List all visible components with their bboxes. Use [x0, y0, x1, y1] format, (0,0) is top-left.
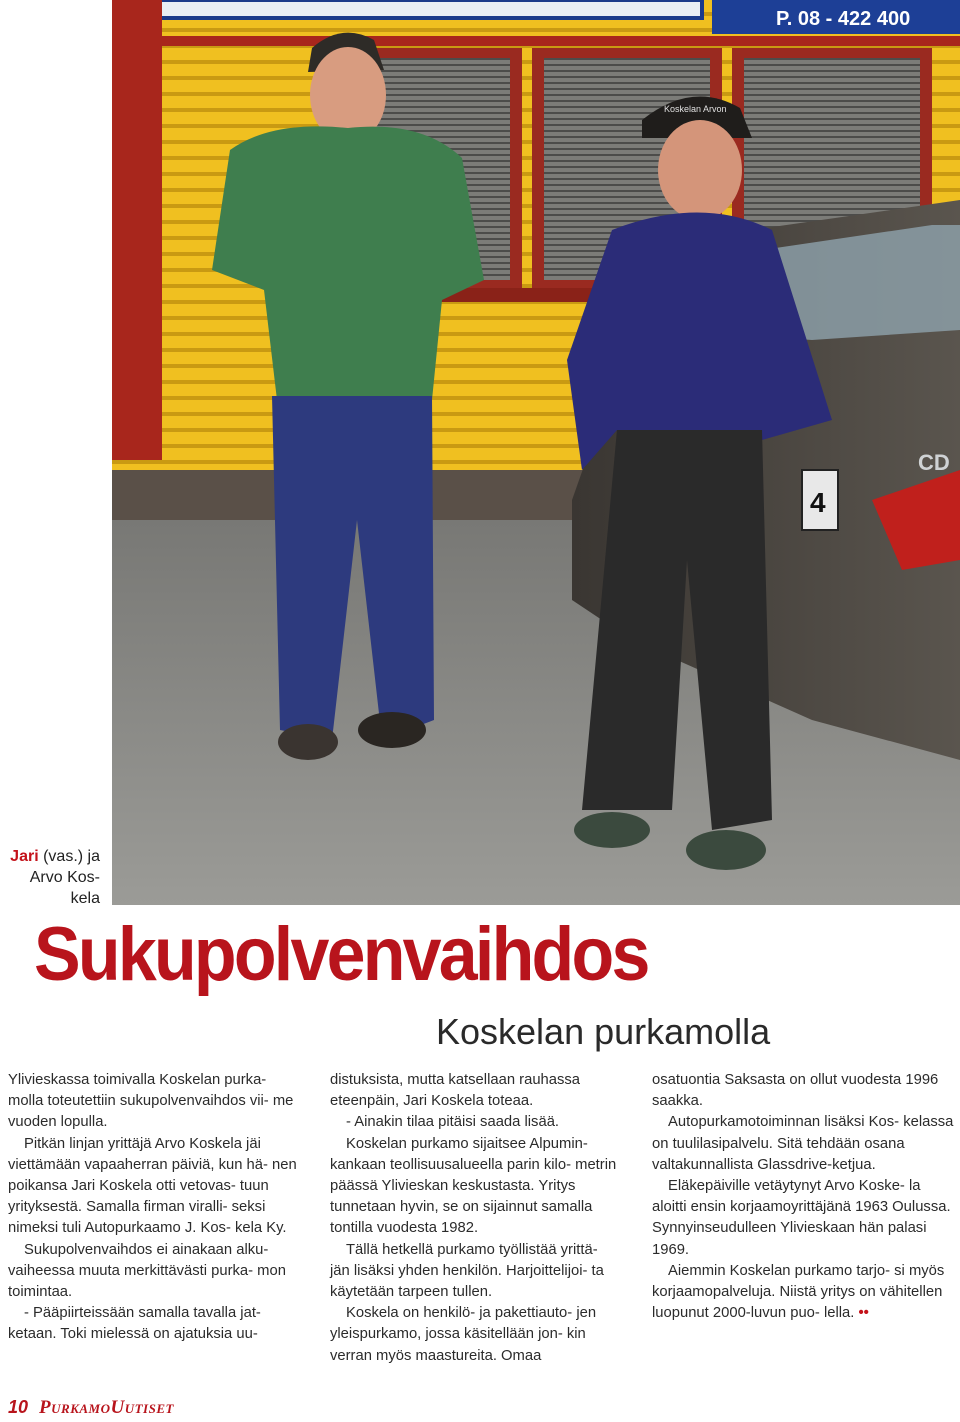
paragraph: Ylivieskassa toimivalla Koskelan purka- molla toteutettiin sukupolvenvaihdos vii- me vuoden lopulla. [8, 1072, 294, 1131]
magazine-name: PurkamoUutiset [39, 1397, 174, 1418]
photo-illustration [112, 0, 960, 905]
paragraph: - Pääpiirteissään samalla tavalla jat- ketaan. Toki mielessä on ajatuksia uu- [8, 1305, 261, 1343]
plate-text: 4 [810, 487, 826, 518]
trim-top [112, 36, 960, 46]
paragraph: osatuontia Saksasta on ollut vuodesta 1996 saakka. [652, 1072, 939, 1110]
trim-left [112, 0, 162, 460]
paragraph: Koskela on henkilö- ja pakettiauto- jen yleispurkamo, jossa käsitellään jon- kin verran myös maastureita. Omaa [330, 1305, 597, 1364]
caption-text: (vas.) ja Arvo Kos- kela [29, 848, 100, 907]
text-column-1 [8, 1070, 298, 1346]
paragraph: distuksista, mutta katsellaan rauhassa eteenpäin, Jari Koskela toteaa. [330, 1072, 581, 1110]
phone-sign-text: P. 08 - 422 400 [776, 8, 911, 30]
car-badge: CD [918, 450, 950, 475]
paragraph: Autopurkamotoiminnan lisäksi Kos- kelassa on tuulilasipalvelu. Sitä tehdään osana valtakunnallista Glassdrive-ketjua. [652, 1114, 954, 1173]
text-column-3 [652, 1070, 954, 1324]
paragraph-text: Aiemmin Koskelan purkamo tarjo- si myös korjaamopalveluja. Niistä yritys on vähitellen luopunut 2000-luvun puo- lella. [652, 1262, 945, 1322]
photo-caption [8, 846, 100, 909]
paragraph: Pitkän linjan yrittäjä Arvo Koskela jäi viettämään vapaaherran päiviä, kun hä- nen poikansa Jari Koskela otti vetovas- tuun yrityksestä. Samalla firman viralli- seksi nimeksi tuli Autopurkaamo J. Kos- kela Ky. [8, 1135, 297, 1237]
article-title: Sukupolvenvaihdos [34, 912, 648, 997]
caption-name: Jari [10, 848, 39, 865]
paragraph: Eläkepäiville vetäytynyt Arvo Koske- la aloitti ensin korjaamoyrittäjänä 1963 Oulussa. Synnyinseudulleen Ylivieskaan hän palasi 1969. [652, 1178, 951, 1258]
page-number: 10 [8, 1397, 29, 1417]
paragraph: - Ainakin tilaa pitäisi saada lisää. [346, 1114, 560, 1131]
paragraph-last [652, 1261, 954, 1325]
paragraph: Tällä hetkellä purkamo työllistää yrittä- jän lisäksi yhden henkilön. Harjoittelijoi- ta käytetään tarpeen tullen. [330, 1241, 604, 1301]
paragraph: Sukupolvenvaihdos ei ainakaan alku- vaiheessa muuta merkittävästi purka- mon toimintaa. [8, 1241, 286, 1301]
end-mark: •• [858, 1305, 869, 1322]
text-column-2 [330, 1070, 620, 1367]
top-sign [142, 0, 702, 18]
article-photo [112, 0, 960, 905]
article-subtitle: Koskelan purkamolla [436, 1011, 771, 1052]
cap-logo: Koskelan Arvon [664, 104, 727, 114]
paragraph: Koskelan purkamo sijaitsee Alpumin- kankaan teollisuusalueella parin kilo- metrin päässä Ylivieskan keskustasta. Yritys tunnetaan hyvin, se on sijainnut samalla tontilla vuodesta 1982. [330, 1135, 617, 1237]
page-footer [8, 1396, 174, 1418]
